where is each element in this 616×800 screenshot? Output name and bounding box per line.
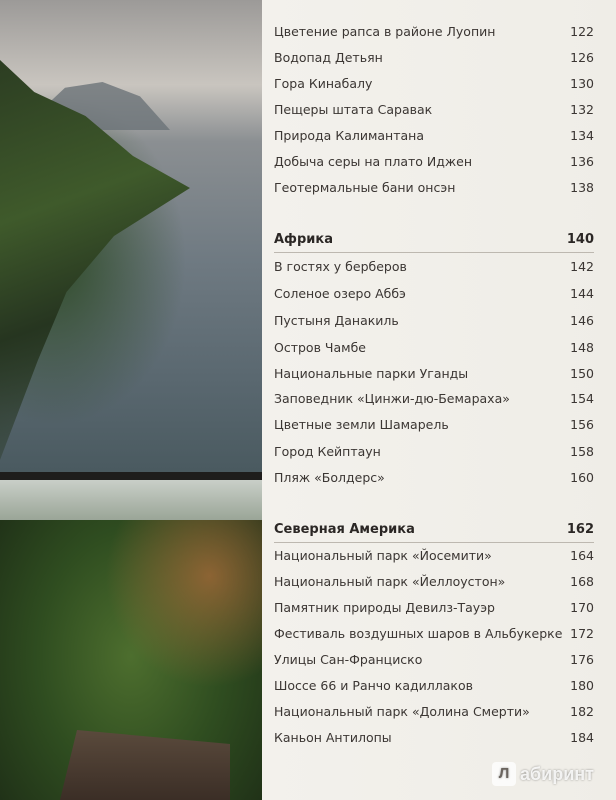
toc-item-title: Цветение рапса в районе Луопин xyxy=(274,24,496,39)
table-of-contents xyxy=(262,0,616,800)
toc-item[interactable] xyxy=(274,650,594,670)
toc-item-page: 122 xyxy=(570,24,594,39)
labirint-watermark xyxy=(492,760,612,788)
toc-item-page: 176 xyxy=(570,652,594,667)
toc-item-title: Национальный парк «Долина Смерти» xyxy=(274,704,530,719)
toc-item-page: 126 xyxy=(570,50,594,65)
toc-item-title: Национальный парк «Йосемити» xyxy=(274,548,492,563)
toc-item[interactable] xyxy=(274,546,594,566)
toc-item-page: 154 xyxy=(570,391,594,406)
toc-item[interactable] xyxy=(274,389,594,409)
toc-item[interactable] xyxy=(274,338,594,358)
sky xyxy=(0,480,262,520)
toc-item[interactable] xyxy=(274,415,594,435)
toc-item-page: 172 xyxy=(570,626,594,641)
toc-item-title: Город Кейптаун xyxy=(274,444,381,459)
section-title: Африка xyxy=(274,232,333,247)
toc-item[interactable] xyxy=(274,126,594,146)
toc-item-page: 142 xyxy=(570,259,594,274)
watermark-text: абиринт xyxy=(520,763,594,784)
toc-item-title: Цветные земли Шамарель xyxy=(274,417,449,432)
toc-item-title: Пустыня Данакиль xyxy=(274,313,399,328)
toc-item-page: 136 xyxy=(570,154,594,169)
toc-item[interactable] xyxy=(274,74,594,94)
toc-item-title: Памятник природы Девилз-Тауэр xyxy=(274,600,495,615)
toc-item-page: 164 xyxy=(570,548,594,563)
toc-item[interactable] xyxy=(274,676,594,696)
toc-item-page: 148 xyxy=(570,340,594,355)
section-page: 162 xyxy=(566,522,594,537)
toc-item-page: 158 xyxy=(570,444,594,459)
section-title: Северная Америка xyxy=(274,522,415,537)
toc-item[interactable] xyxy=(274,572,594,592)
toc-item-page: 182 xyxy=(570,704,594,719)
toc-item-title: Национальные парки Уганды xyxy=(274,366,469,381)
toc-item[interactable] xyxy=(274,152,594,172)
section-heading-africa[interactable] xyxy=(274,228,594,253)
toc-item[interactable] xyxy=(274,442,594,462)
toc-item[interactable] xyxy=(274,598,594,618)
section-page: 140 xyxy=(566,232,594,247)
toc-item-page: 156 xyxy=(570,417,594,432)
toc-item[interactable] xyxy=(274,257,594,277)
toc-item-title: Гора Кинабалу xyxy=(274,76,373,91)
toc-item[interactable] xyxy=(274,48,594,68)
toc-item-title: Улицы Сан-Франциско xyxy=(274,652,423,667)
toc-item-page: 146 xyxy=(570,313,594,328)
toc-item-title: Пляж «Болдерс» xyxy=(274,470,385,485)
toc-item-title: Соленое озеро Аббэ xyxy=(274,286,406,301)
toc-item-page: 168 xyxy=(570,574,594,589)
toc-item-title: Водопад Детьян xyxy=(274,50,383,65)
toc-item-title: Природа Калимантана xyxy=(274,128,424,143)
toc-item[interactable] xyxy=(274,702,594,722)
toc-item-title: В гостях у берберов xyxy=(274,259,407,274)
labirint-logo-icon: Л xyxy=(492,762,516,786)
toc-item[interactable] xyxy=(274,311,594,331)
toc-item-title: Заповедник «Цинжи-дю-Бемараха» xyxy=(274,391,510,406)
toc-item-page: 160 xyxy=(570,470,594,485)
river xyxy=(60,730,230,800)
photo-column xyxy=(0,0,262,800)
section-heading-north-america[interactable] xyxy=(274,518,594,543)
toc-item-title: Каньон Антилопы xyxy=(274,730,392,745)
toc-item-page: 130 xyxy=(570,76,594,91)
jungle-waterfall-photo xyxy=(0,480,262,800)
toc-item[interactable] xyxy=(274,284,594,304)
toc-item-title: Национальный парк «Йеллоустон» xyxy=(274,574,506,589)
toc-item[interactable] xyxy=(274,468,594,488)
toc-item-page: 184 xyxy=(570,730,594,745)
toc-item-title: Пещеры штата Саравак xyxy=(274,102,433,117)
toc-item-page: 132 xyxy=(570,102,594,117)
toc-item[interactable] xyxy=(274,624,594,644)
toc-item-page: 170 xyxy=(570,600,594,615)
toc-item-title: Геотермальные бани онсэн xyxy=(274,180,456,195)
toc-item[interactable] xyxy=(274,728,594,748)
toc-item-title: Добыча серы на плато Иджен xyxy=(274,154,472,169)
toc-item-page: 134 xyxy=(570,128,594,143)
toc-item-page: 180 xyxy=(570,678,594,693)
toc-item[interactable] xyxy=(274,178,594,198)
toc-item-page: 144 xyxy=(570,286,594,301)
toc-item-title: Остров Чамбе xyxy=(274,340,366,355)
toc-item[interactable] xyxy=(274,364,594,384)
toc-item-page: 150 xyxy=(570,366,594,381)
toc-item[interactable] xyxy=(274,100,594,120)
coastline-photo xyxy=(0,0,262,472)
toc-item-page: 138 xyxy=(570,180,594,195)
toc-item-title: Шоссе 66 и Ранчо кадиллаков xyxy=(274,678,473,693)
toc-item-title: Фестиваль воздушных шаров в Альбукерке xyxy=(274,626,563,641)
toc-item[interactable] xyxy=(274,22,594,42)
